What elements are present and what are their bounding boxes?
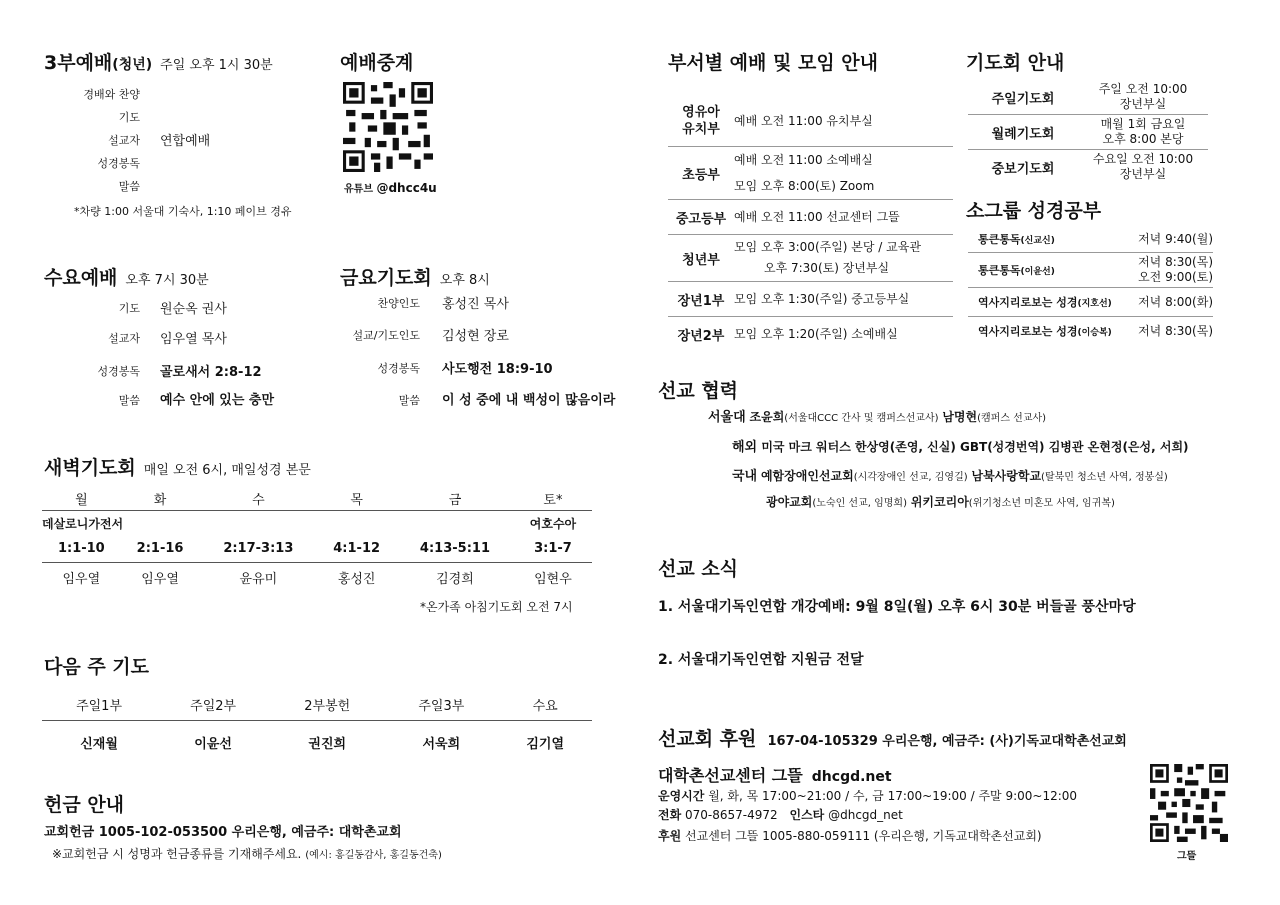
wednesday-scripture: 골로새서 2:8-12 (160, 365, 262, 380)
department-name: 초등부 (682, 167, 720, 183)
friday-label-0: 찬양인도 (377, 297, 420, 310)
department-row (668, 282, 953, 317)
department-name: 영유아 유치부 (682, 105, 720, 137)
prayer-meeting-row (968, 80, 1208, 115)
worship3-label-3: 성경봉독 (97, 157, 140, 170)
department-name: 장년2부 (677, 328, 725, 344)
department-item: 모임 오후 1:20(주일) 소예배실 (734, 327, 898, 341)
next-week-name: 권진희 (308, 736, 347, 752)
small-group-name: 역사지리로보는 성경(지호선) (978, 296, 1112, 309)
prayer-meetings-table (968, 80, 1208, 184)
worship3-label-2: 설교자 (108, 134, 140, 147)
wednesday-label-0: 기도 (118, 302, 140, 315)
dawn-leader: 윤유미 (239, 571, 278, 587)
dawn-passage: 4:1-12 (333, 541, 381, 557)
departments-table (668, 96, 953, 351)
dawn-book-right: 여호수아 (529, 516, 577, 531)
mission-line-seoul: 서울대 조윤희(서울대CCC 간사 및 캠퍼스선교사) 남명현(캠퍼스 선교사) (708, 410, 1047, 425)
small-group-time: 저녁 9:40(월) (1138, 231, 1213, 246)
friday-title: 금요기도회 오후 8시 (340, 267, 490, 289)
small-group-time: 오전 9:00(토) (1138, 270, 1213, 284)
dawn-passage: 2:1-16 (136, 541, 184, 557)
prayer-meeting-place: 장년부실 (1119, 167, 1167, 181)
next-week-name: 이윤선 (194, 736, 232, 752)
prayer-meeting-time: 주일 오전 10:00 (1098, 82, 1188, 96)
dawn-leader: 임우열 (141, 571, 179, 587)
youtube-qr-code[interactable] (343, 82, 433, 172)
offering-note: ※교회헌금 시 성명과 헌금종류를 기재해주세요. (예시: 홍길동감사, 홍길동건축) (52, 847, 442, 861)
prayer-meeting-place: 오후 8:00 본당 (1102, 132, 1184, 146)
department-name: 중고등부 (675, 211, 727, 227)
dawn-leader: 임우열 (62, 571, 101, 587)
department-item: 모임 오후 3:00(주일) 본당 / 교육관 (734, 240, 921, 254)
next-week-header: 2부봉헌 (304, 699, 351, 715)
dawn-passage: 1:1-10 (57, 541, 105, 557)
friday-sermon: 이 성 중에 내 백성이 많음이라 (442, 393, 616, 408)
department-row (668, 96, 953, 147)
wednesday-label-1: 설교자 (108, 332, 140, 345)
dawn-book-left: 데살로니가전서 (42, 516, 124, 531)
next-week-header: 주일2부 (190, 699, 237, 715)
prayer-meetings-title: 기도회 안내 (966, 52, 1065, 74)
mission-line-domestic: 국내 예함장애인선교회(시각장애인 선교, 김영길) 남북사랑학교(탈북민 청소년 사역, 정봉실) (732, 469, 1168, 484)
worship3-time: 주일 오후 1시 30분 (160, 58, 273, 73)
department-name: 청년부 (682, 252, 720, 268)
mission-line-other: 광야교회(노숙인 선교, 임명희) 위키코리아(위기청소년 미혼모 사역, 임귀복) (766, 495, 1115, 509)
worship3-note: *차량 1:00 서울대 기숙사, 1:10 페이브 경유 (74, 205, 292, 218)
small-group-time: 저녁 8:30(목) (1138, 255, 1213, 269)
next-week-header: 수요 (532, 699, 558, 715)
support-line: 선교회 후원 167-04-105329 우리은행, 예금주: (사)기독교대학촌선교회 (658, 728, 1127, 750)
offering-account: 교회헌금 1005-102-053500 우리은행, 예금주: 대학촌교회 (44, 825, 402, 840)
small-groups-table (968, 226, 1213, 345)
department-row (668, 317, 953, 351)
dawn-note: *온가족 아침기도회 오전 7시 (420, 600, 573, 614)
department-item: 오후 7:30(토) 장년부실 (764, 261, 890, 275)
center-title-line: 대학촌선교센터 그뜰 dhcgd.net (658, 766, 892, 785)
small-group-name: 통큰통독(신교신) (978, 233, 1055, 246)
friday-label-1: 설교/기도인도 (352, 329, 420, 342)
department-item: 예배 오전 11:00 유치부실 (734, 114, 873, 128)
dawn-passage: 2:17-3:13 (223, 541, 294, 557)
wednesday-preacher: 임우열 목사 (160, 332, 227, 347)
worship3-label-0: 경배와 찬양 (83, 88, 140, 101)
news-item-2: 2. 서울대기독인연합 지원금 전달 (658, 652, 864, 668)
prayer-meeting-row (968, 150, 1208, 184)
prayer-meeting-time: 매월 1회 금요일 (1100, 117, 1186, 131)
friday-label-2: 성경봉독 (377, 362, 420, 375)
small-group-row (968, 253, 1213, 288)
department-item: 모임 오후 1:30(주일) 중고등부실 (734, 292, 910, 306)
small-group-row (968, 317, 1213, 345)
next-week-header: 주일3부 (418, 699, 465, 715)
center-qr-caption: 그뜰 (1177, 851, 1197, 862)
dawn-day: 화 (153, 493, 167, 509)
dawn-passage: 4:13-5:11 (419, 541, 490, 557)
department-row (668, 147, 953, 200)
dawn-schedule-table (42, 488, 592, 592)
small-group-row (968, 226, 1213, 253)
next-week-name: 김기열 (526, 736, 565, 752)
wednesday-prayer: 원순옥 권사 (160, 302, 227, 317)
center-support: 후원 선교센터 그뜰 1005-880-059111 (우리은행, 기독교대학촌선교회) (658, 829, 1042, 843)
center-hours: 운영시간 월, 화, 목 17:00~21:00 / 수, 금 17:00~19:00 / 주말 9:00~12:00 (658, 789, 1078, 803)
next-week-header: 주일1부 (76, 699, 123, 715)
small-group-name: 역사지리로보는 성경(이승복) (978, 325, 1112, 338)
mission-title: 선교 협력 (658, 380, 739, 402)
broadcast-title: 예배중계 (340, 52, 414, 74)
friday-scripture: 사도행전 18:9-10 (442, 362, 553, 377)
next-week-name: 서욱희 (422, 736, 461, 752)
prayer-meeting-time: 수요일 오전 10:00 (1092, 152, 1194, 166)
small-group-time: 저녁 8:30(목) (1138, 323, 1213, 338)
dawn-day: 월 (75, 493, 88, 509)
dawn-day: 금 (448, 493, 462, 509)
wednesday-sermon: 예수 안에 있는 충만 (160, 393, 275, 408)
dawn-leader: 김경희 (436, 571, 474, 587)
prayer-meeting-name: 주일기도회 (991, 91, 1055, 107)
department-item: 모임 오후 8:00(토) Zoom (734, 179, 875, 193)
prayer-meeting-place: 장년부실 (1119, 97, 1167, 111)
department-name: 장년1부 (677, 293, 725, 309)
prayer-meeting-row (968, 115, 1208, 150)
dawn-title: 새벽기도회 매일 오전 6시, 매일성경 본문 (44, 457, 311, 479)
offering-title: 헌금 안내 (44, 794, 125, 816)
friday-worship-leader: 홍성진 목사 (442, 297, 509, 312)
dawn-passage: 3:1-7 (534, 541, 572, 557)
dawn-day: 토* (543, 493, 563, 509)
wednesday-title: 수요예배 오후 7시 30분 (44, 267, 209, 289)
small-group-time: 저녁 8:00(화) (1138, 294, 1213, 309)
dawn-leader: 홍성진 (337, 571, 376, 587)
departments-title: 부서별 예배 및 모임 안내 (668, 52, 878, 74)
small-group-name: 통큰통독(이윤선) (978, 264, 1055, 277)
dawn-day: 목 (350, 493, 363, 509)
dawn-day: 수 (252, 493, 265, 509)
center-qr-code[interactable] (1150, 764, 1228, 842)
dawn-passages-row (42, 536, 592, 562)
department-item: 예배 오전 11:00 선교센터 그뜰 (734, 210, 900, 224)
next-week-title: 다음 주 기도 (44, 656, 149, 678)
prayer-meeting-name: 중보기도회 (991, 161, 1055, 177)
news-title: 선교 소식 (658, 558, 739, 580)
small-group-row (968, 288, 1213, 317)
wednesday-label-3: 말씀 (118, 394, 140, 407)
department-item: 예배 오전 11:00 소예배실 (734, 153, 873, 167)
next-week-name: 신재월 (80, 736, 118, 752)
friday-label-3: 말씀 (398, 394, 420, 407)
dawn-leader: 임현우 (534, 571, 572, 587)
wednesday-label-2: 성경봉독 (97, 365, 140, 378)
worship3-label-1: 기도 (118, 111, 140, 124)
prayer-meeting-name: 월례기도회 (991, 126, 1055, 142)
next-week-table (42, 690, 592, 764)
worship3-title: 3부예배(청년) 주일 오후 1시 30분 (44, 52, 273, 74)
small-groups-title: 소그룹 성경공부 (966, 200, 1102, 222)
department-row (668, 235, 953, 282)
news-item-1: 1. 서울대기독인연합 개강예배: 9월 8일(월) 오후 6시 30분 버들골 풍산마당 (658, 599, 1136, 615)
worship3-preacher: 연합예배 (160, 134, 211, 149)
dawn-leaders-row (42, 562, 592, 592)
worship3-label-4: 말씀 (118, 180, 140, 193)
department-row (668, 200, 953, 235)
center-contact: 전화 070-8657-4972 인스타 @dhcgd_net (658, 808, 903, 822)
friday-preacher: 김성현 장로 (442, 329, 509, 344)
mission-line-overseas: 해외 미국 마크 워터스 한상영(존영, 신실) GBT(성경번역) 김병관 온현정(은성, 서희) (732, 440, 1189, 455)
dawn-days-row (42, 488, 592, 510)
youtube-caption[interactable]: 유튜브 @dhcc4u (344, 181, 437, 195)
